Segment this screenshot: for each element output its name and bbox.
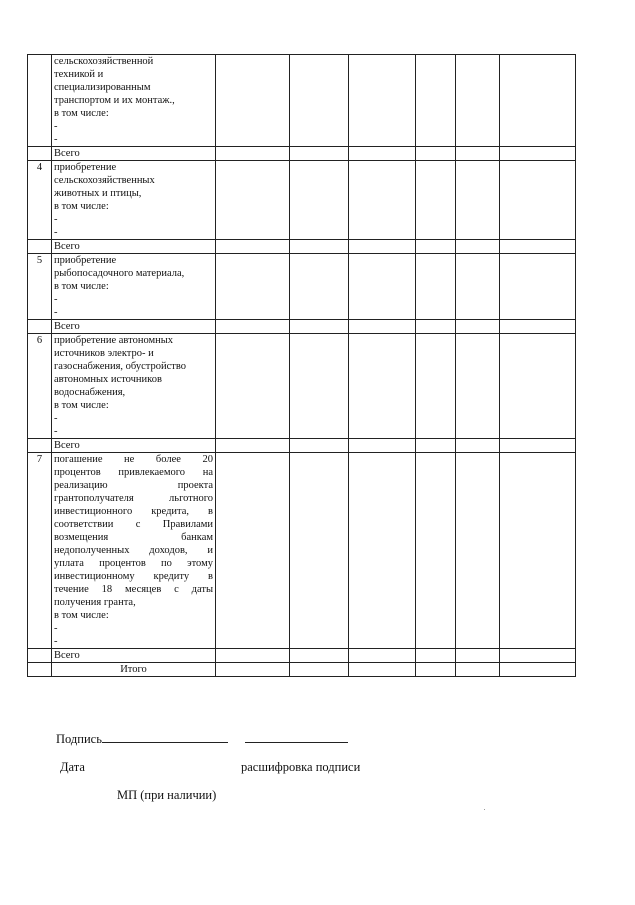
description-line: источников электро- и — [54, 348, 154, 359]
description-line: получения гранта, — [54, 597, 136, 608]
description-line: водоснабжения, — [54, 387, 126, 398]
description-line: - — [54, 134, 58, 145]
value-cell[interactable] — [349, 161, 416, 240]
subtotal-num-cell — [28, 439, 52, 453]
description-line: грантополучателя льготного — [54, 493, 213, 504]
grand-total-row — [28, 663, 576, 677]
date-label: Дата — [60, 760, 85, 774]
subtotal-value-cell[interactable] — [500, 649, 576, 663]
description-line: специализированным — [54, 82, 151, 93]
value-cell[interactable] — [456, 453, 500, 649]
row-description — [52, 161, 216, 240]
table-row — [28, 161, 576, 240]
subtotal-value-cell[interactable] — [456, 240, 500, 254]
description-line: - — [54, 623, 58, 634]
description-line: погашение не более 20 — [54, 454, 213, 465]
grand-total-value-cell[interactable] — [456, 663, 500, 677]
subtotal-value-cell[interactable] — [416, 439, 456, 453]
subtotal-value-cell[interactable] — [456, 320, 500, 334]
table-row — [28, 254, 576, 320]
value-cell[interactable] — [456, 55, 500, 147]
description-line: соответствии с Правилами — [54, 519, 213, 530]
row-description — [52, 254, 216, 320]
description-line: - — [54, 636, 58, 647]
subtotal-value-cell[interactable] — [216, 439, 290, 453]
grand-total-value-cell[interactable] — [216, 663, 290, 677]
table-row — [28, 334, 576, 439]
value-cell[interactable] — [290, 254, 349, 320]
row-number: 7 — [28, 453, 52, 649]
row-description — [52, 453, 216, 649]
grand-total-num-cell — [28, 663, 52, 677]
value-cell[interactable] — [500, 55, 576, 147]
description-line: в том числе: — [54, 610, 109, 621]
subtotal-value-cell[interactable] — [349, 439, 416, 453]
value-cell[interactable] — [500, 161, 576, 240]
subtotal-value-cell[interactable] — [290, 320, 349, 334]
description-line: сельскохозяйственных — [54, 175, 155, 186]
subtotal-value-cell[interactable] — [416, 240, 456, 254]
value-cell[interactable] — [500, 254, 576, 320]
subtotal-row — [28, 240, 576, 254]
description-line: в том числе: — [54, 108, 109, 119]
subtotal-value-cell[interactable] — [416, 649, 456, 663]
value-cell[interactable] — [216, 453, 290, 649]
description-line: приобретение автономных — [54, 335, 174, 346]
value-cell[interactable] — [290, 161, 349, 240]
value-cell[interactable] — [290, 55, 349, 147]
description-line: - — [54, 413, 58, 424]
description-line: течение 18 месяцев с даты — [54, 584, 213, 595]
subtotal-value-cell[interactable] — [216, 240, 290, 254]
description-line: транспортом и их монтаж., — [54, 95, 175, 106]
description-line: инвестиционного кредита, в — [54, 506, 213, 517]
description-line: возмещения банкам — [54, 532, 213, 543]
description-line: - — [54, 426, 58, 437]
row-description — [52, 55, 216, 147]
description-line: - — [54, 227, 58, 238]
description-line: в том числе: — [54, 201, 109, 212]
value-cell[interactable] — [416, 161, 456, 240]
subtotal-row — [28, 320, 576, 334]
description-line: реализацию проекта — [54, 480, 213, 491]
signature-decode-label: расшифровка подписи — [241, 760, 361, 774]
grand-total-label: Итого — [52, 663, 216, 677]
subtotal-row — [28, 649, 576, 663]
value-cell[interactable] — [216, 254, 290, 320]
subtotal-value-cell[interactable] — [216, 147, 290, 161]
subtotal-value-cell[interactable] — [500, 439, 576, 453]
description-line: процентов привлекаемого на — [54, 467, 213, 478]
value-cell[interactable] — [349, 55, 416, 147]
table-row — [28, 453, 576, 649]
subtotal-value-cell[interactable] — [216, 320, 290, 334]
grand-total-value-cell[interactable] — [290, 663, 349, 677]
subtotal-label: Всего — [52, 439, 216, 453]
description-line: - — [54, 214, 58, 225]
signature-label: Подпись — [56, 732, 102, 746]
subtotal-value-cell[interactable] — [349, 147, 416, 161]
description-line: автономных источников — [54, 374, 162, 385]
description-line: в том числе: — [54, 281, 109, 292]
subtotal-value-cell[interactable] — [500, 147, 576, 161]
subtotal-row — [28, 147, 576, 161]
grand-total-value-cell[interactable] — [349, 663, 416, 677]
value-cell[interactable] — [456, 334, 500, 439]
subtotal-value-cell[interactable] — [416, 147, 456, 161]
value-cell[interactable] — [500, 453, 576, 649]
table-body — [28, 55, 576, 677]
description-line: в том числе: — [54, 400, 109, 411]
description-line: - — [54, 307, 58, 318]
row-number — [28, 55, 52, 147]
subtotal-value-cell[interactable] — [290, 240, 349, 254]
grand-total-value-cell[interactable] — [500, 663, 576, 677]
description-line: газоснабжения, обустройство — [54, 361, 187, 372]
row-description — [52, 334, 216, 439]
subtotal-value-cell[interactable] — [500, 240, 576, 254]
value-cell[interactable] — [416, 453, 456, 649]
subtotal-value-cell[interactable] — [216, 649, 290, 663]
subtotal-label: Всего — [52, 649, 216, 663]
description-line: сельскохозяйственной — [54, 56, 154, 67]
subtotal-value-cell[interactable] — [290, 649, 349, 663]
signature-line — [56, 730, 228, 747]
subtotal-num-cell — [28, 320, 52, 334]
value-cell[interactable] — [416, 55, 456, 147]
value-cell[interactable] — [349, 453, 416, 649]
subtotal-num-cell — [28, 649, 52, 663]
value-cell[interactable] — [349, 334, 416, 439]
subtotal-label: Всего — [52, 240, 216, 254]
grant-expense-table — [27, 54, 576, 677]
value-cell[interactable] — [216, 161, 290, 240]
subtotal-value-cell[interactable] — [456, 439, 500, 453]
subtotal-num-cell — [28, 240, 52, 254]
value-cell[interactable] — [456, 254, 500, 320]
description-line: приобретение — [54, 162, 117, 173]
value-cell[interactable] — [290, 334, 349, 439]
description-line: уплата процентов по этому — [54, 558, 213, 569]
description-line: - — [54, 121, 58, 132]
description-line: приобретение — [54, 255, 117, 266]
subtotal-value-cell[interactable] — [456, 147, 500, 161]
description-line: техникой и — [54, 69, 104, 80]
subtotal-value-cell[interactable] — [349, 320, 416, 334]
value-cell[interactable] — [416, 254, 456, 320]
subtotal-label: Всего — [52, 147, 216, 161]
description-line: недополученных доходов, и — [54, 545, 213, 556]
row-number: 4 — [28, 161, 52, 240]
value-cell[interactable] — [349, 254, 416, 320]
subtotal-row — [28, 439, 576, 453]
subtotal-value-cell[interactable] — [290, 147, 349, 161]
stamp-label: МП (при наличии) — [117, 788, 217, 802]
row-number: 5 — [28, 254, 52, 320]
decode-blank-wrap — [245, 730, 348, 747]
decode-blank[interactable] — [245, 730, 348, 743]
scan-speck — [484, 809, 485, 810]
subtotal-num-cell — [28, 147, 52, 161]
subtotal-value-cell[interactable] — [349, 240, 416, 254]
description-line: животных и птицы, — [54, 188, 142, 199]
subtotal-value-cell[interactable] — [500, 320, 576, 334]
value-cell[interactable] — [216, 334, 290, 439]
description-line: - — [54, 294, 58, 305]
description-line: инвестиционному кредиту в — [54, 571, 213, 582]
signature-blank[interactable] — [102, 730, 228, 743]
value-cell[interactable] — [500, 334, 576, 439]
subtotal-value-cell[interactable] — [456, 649, 500, 663]
subtotal-value-cell[interactable] — [416, 320, 456, 334]
table-row — [28, 55, 576, 147]
value-cell[interactable] — [456, 161, 500, 240]
subtotal-label: Всего — [52, 320, 216, 334]
value-cell[interactable] — [290, 453, 349, 649]
grand-total-value-cell[interactable] — [416, 663, 456, 677]
row-number: 6 — [28, 334, 52, 439]
value-cell[interactable] — [216, 55, 290, 147]
subtotal-value-cell[interactable] — [290, 439, 349, 453]
subtotal-value-cell[interactable] — [349, 649, 416, 663]
description-line: рыбопосадочного материала, — [54, 268, 185, 279]
value-cell[interactable] — [416, 334, 456, 439]
